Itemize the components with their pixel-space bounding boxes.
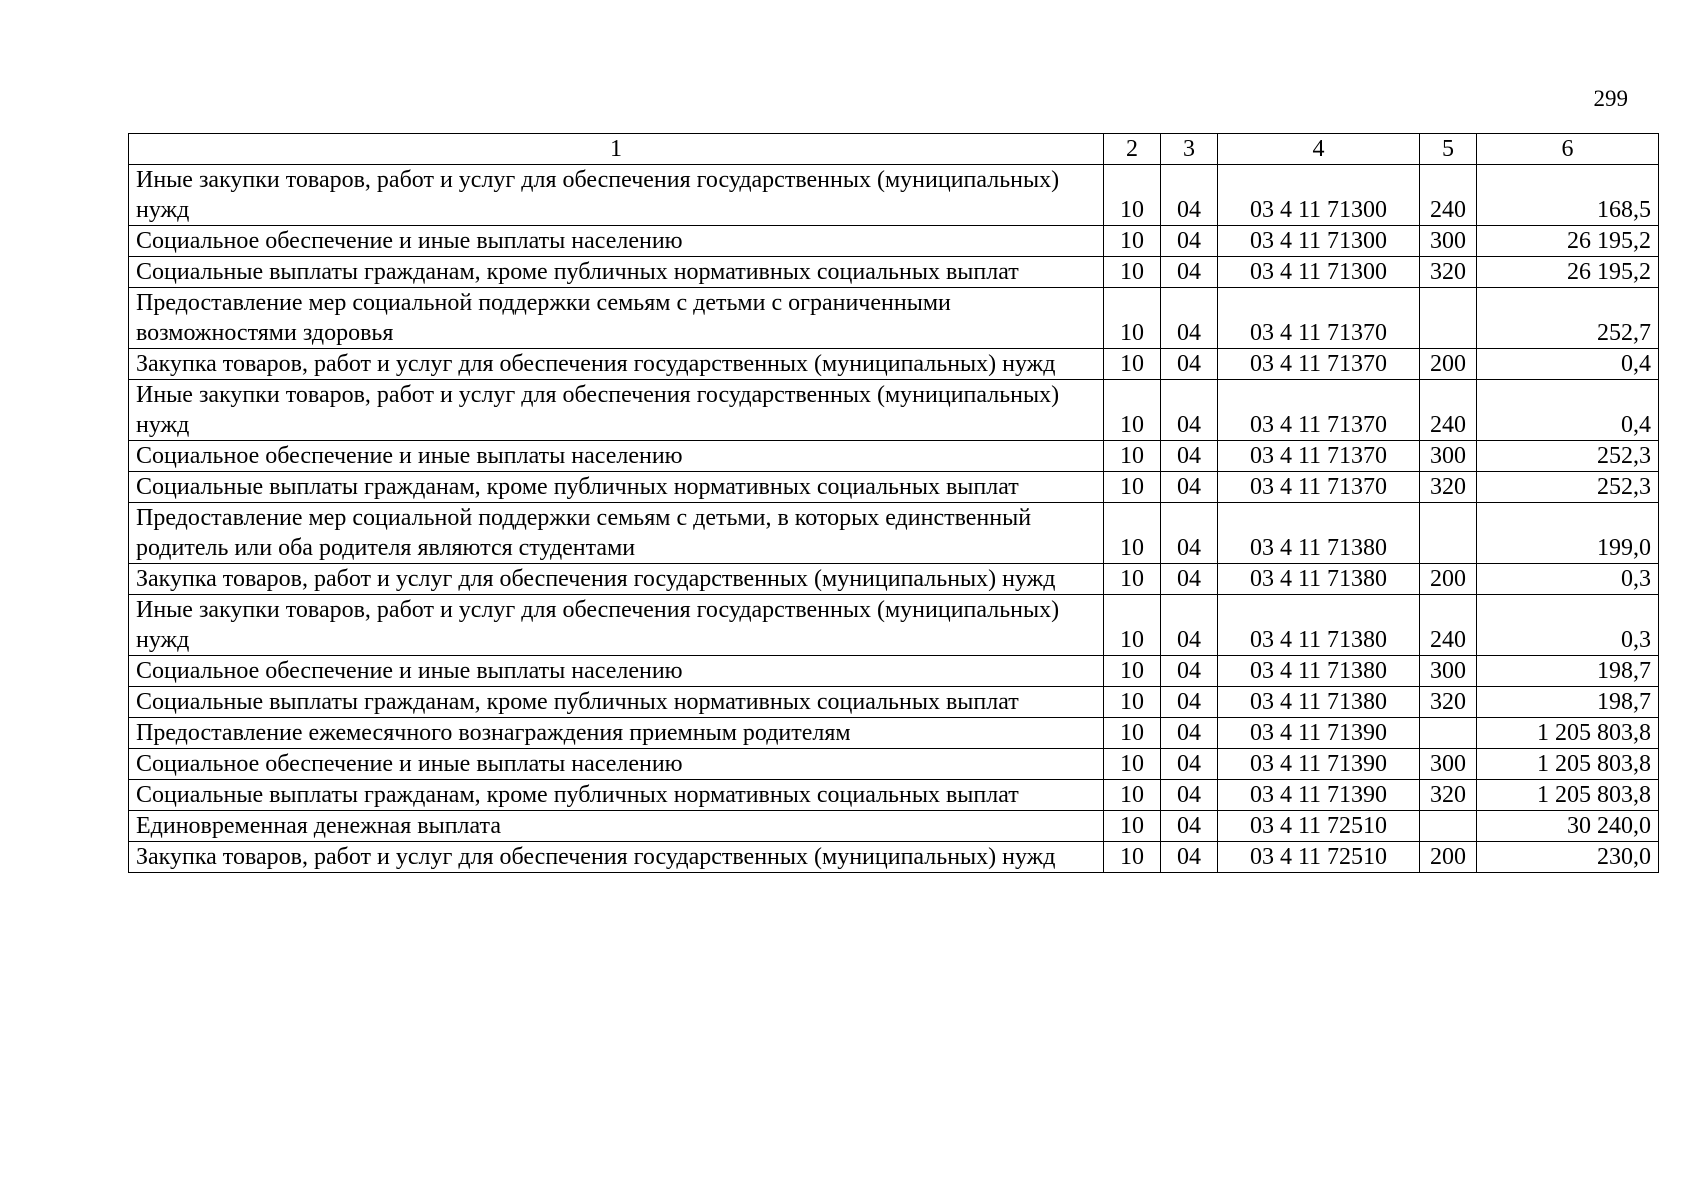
budget-table [128,133,1659,873]
row-subsection-cell: 04 [1161,718,1218,749]
row-name-cell: Иные закупки товаров, работ и услуг для обеспечения государственных (муниципальных) нужд [129,380,1104,441]
header-cell-col3: 3 [1161,134,1218,165]
row-subsection-cell: 04 [1161,749,1218,780]
row-name-cell: Закупка товаров, работ и услуг для обеспечения государственных (муниципальных) нужд [129,564,1104,595]
row-name-cell: Предоставление ежемесячного вознаграждения приемным родителям [129,718,1104,749]
row-name-cell: Социальные выплаты гражданам, кроме публичных нормативных социальных выплат [129,257,1104,288]
row-expense-type-cell: 200 [1420,842,1477,873]
page-number: 299 [1593,86,1628,111]
row-name-cell: Социальное обеспечение и иные выплаты населению [129,441,1104,472]
row-amount-cell: 198,7 [1477,687,1659,718]
header-row [129,134,1659,165]
row-target-article-cell: 03 4 11 71300 [1218,257,1420,288]
table-row [129,749,1659,780]
table-row [129,656,1659,687]
row-amount-cell: 30 240,0 [1477,811,1659,842]
row-section-cell: 10 [1104,380,1161,441]
table-row [129,564,1659,595]
row-expense-type-cell: 200 [1420,349,1477,380]
row-amount-cell: 0,3 [1477,564,1659,595]
table-row [129,503,1659,564]
row-name-cell: Социальное обеспечение и иные выплаты населению [129,226,1104,257]
row-name-cell: Иные закупки товаров, работ и услуг для обеспечения государственных (муниципальных) нужд [129,165,1104,226]
row-expense-type-cell: 300 [1420,656,1477,687]
table-row [129,441,1659,472]
row-expense-type-cell: 240 [1420,165,1477,226]
row-target-article-cell: 03 4 11 71370 [1218,349,1420,380]
row-target-article-cell: 03 4 11 71380 [1218,595,1420,656]
row-section-cell: 10 [1104,441,1161,472]
table-row [129,780,1659,811]
row-amount-cell: 198,7 [1477,656,1659,687]
row-target-article-cell: 03 4 11 71370 [1218,472,1420,503]
row-expense-type-cell [1420,718,1477,749]
row-section-cell: 10 [1104,595,1161,656]
row-amount-cell: 0,4 [1477,349,1659,380]
row-amount-cell: 230,0 [1477,842,1659,873]
row-amount-cell: 199,0 [1477,503,1659,564]
row-expense-type-cell: 320 [1420,687,1477,718]
row-expense-type-cell: 240 [1420,595,1477,656]
row-target-article-cell: 03 4 11 71380 [1218,656,1420,687]
table-row [129,288,1659,349]
row-target-article-cell: 03 4 11 71300 [1218,165,1420,226]
table-row [129,226,1659,257]
row-subsection-cell: 04 [1161,842,1218,873]
row-target-article-cell: 03 4 11 71390 [1218,780,1420,811]
row-section-cell: 10 [1104,842,1161,873]
row-name-cell: Иные закупки товаров, работ и услуг для обеспечения государственных (муниципальных) нужд [129,595,1104,656]
row-expense-type-cell: 320 [1420,780,1477,811]
row-section-cell: 10 [1104,749,1161,780]
row-section-cell: 10 [1104,503,1161,564]
row-expense-type-cell: 300 [1420,749,1477,780]
row-name-cell: Социальное обеспечение и иные выплаты населению [129,749,1104,780]
row-subsection-cell: 04 [1161,687,1218,718]
row-target-article-cell: 03 4 11 71370 [1218,380,1420,441]
table-row [129,165,1659,226]
table-row [129,472,1659,503]
row-target-article-cell: 03 4 11 72510 [1218,842,1420,873]
row-name-cell: Социальное обеспечение и иные выплаты населению [129,656,1104,687]
row-expense-type-cell: 200 [1420,564,1477,595]
row-target-article-cell: 03 4 11 71370 [1218,288,1420,349]
row-section-cell: 10 [1104,687,1161,718]
row-name-cell: Единовременная денежная выплата [129,811,1104,842]
row-subsection-cell: 04 [1161,503,1218,564]
row-name-cell: Предоставление мер социальной поддержки семьям с детьми, в которых единственный родитель или оба родителя являются студентами [129,503,1104,564]
row-expense-type-cell: 300 [1420,441,1477,472]
row-subsection-cell: 04 [1161,595,1218,656]
header-cell-col1: 1 [129,134,1104,165]
table-row [129,718,1659,749]
row-section-cell: 10 [1104,349,1161,380]
row-section-cell: 10 [1104,226,1161,257]
row-expense-type-cell: 320 [1420,472,1477,503]
row-section-cell: 10 [1104,257,1161,288]
row-name-cell: Социальные выплаты гражданам, кроме публичных нормативных социальных выплат [129,780,1104,811]
row-name-cell: Закупка товаров, работ и услуг для обеспечения государственных (муниципальных) нужд [129,842,1104,873]
header-cell-col4: 4 [1218,134,1420,165]
table-header [129,134,1659,165]
row-target-article-cell: 03 4 11 71300 [1218,226,1420,257]
row-amount-cell: 26 195,2 [1477,226,1659,257]
row-name-cell: Социальные выплаты гражданам, кроме публичных нормативных социальных выплат [129,472,1104,503]
row-name-cell: Социальные выплаты гражданам, кроме публичных нормативных социальных выплат [129,687,1104,718]
row-amount-cell: 0,4 [1477,380,1659,441]
row-section-cell: 10 [1104,811,1161,842]
row-expense-type-cell: 240 [1420,380,1477,441]
row-amount-cell: 1 205 803,8 [1477,749,1659,780]
table-row [129,257,1659,288]
row-subsection-cell: 04 [1161,349,1218,380]
row-expense-type-cell [1420,811,1477,842]
row-section-cell: 10 [1104,656,1161,687]
row-expense-type-cell: 300 [1420,226,1477,257]
row-section-cell: 10 [1104,288,1161,349]
row-section-cell: 10 [1104,564,1161,595]
row-expense-type-cell: 320 [1420,257,1477,288]
row-name-cell: Предоставление мер социальной поддержки семьям с детьми с ограниченными возможностями здоровья [129,288,1104,349]
row-subsection-cell: 04 [1161,165,1218,226]
row-subsection-cell: 04 [1161,380,1218,441]
row-subsection-cell: 04 [1161,288,1218,349]
row-amount-cell: 252,3 [1477,441,1659,472]
row-target-article-cell: 03 4 11 72510 [1218,811,1420,842]
row-amount-cell: 1 205 803,8 [1477,780,1659,811]
table-row [129,842,1659,873]
table-row [129,380,1659,441]
row-subsection-cell: 04 [1161,811,1218,842]
table-row [129,687,1659,718]
row-subsection-cell: 04 [1161,441,1218,472]
row-amount-cell: 168,5 [1477,165,1659,226]
table-row [129,595,1659,656]
header-cell-col2: 2 [1104,134,1161,165]
row-name-cell: Закупка товаров, работ и услуг для обеспечения государственных (муниципальных) нужд [129,349,1104,380]
row-subsection-cell: 04 [1161,226,1218,257]
row-target-article-cell: 03 4 11 71390 [1218,749,1420,780]
row-amount-cell: 252,3 [1477,472,1659,503]
row-expense-type-cell [1420,288,1477,349]
row-amount-cell: 1 205 803,8 [1477,718,1659,749]
row-section-cell: 10 [1104,718,1161,749]
row-subsection-cell: 04 [1161,656,1218,687]
row-amount-cell: 0,3 [1477,595,1659,656]
table-row [129,349,1659,380]
row-amount-cell: 252,7 [1477,288,1659,349]
row-section-cell: 10 [1104,165,1161,226]
row-subsection-cell: 04 [1161,780,1218,811]
row-target-article-cell: 03 4 11 71370 [1218,441,1420,472]
row-amount-cell: 26 195,2 [1477,257,1659,288]
row-subsection-cell: 04 [1161,472,1218,503]
table-body [129,165,1659,873]
header-cell-col6: 6 [1477,134,1659,165]
header-cell-col5: 5 [1420,134,1477,165]
row-section-cell: 10 [1104,472,1161,503]
row-expense-type-cell [1420,503,1477,564]
table-row [129,811,1659,842]
row-section-cell: 10 [1104,780,1161,811]
row-target-article-cell: 03 4 11 71390 [1218,718,1420,749]
row-subsection-cell: 04 [1161,257,1218,288]
row-target-article-cell: 03 4 11 71380 [1218,687,1420,718]
row-subsection-cell: 04 [1161,564,1218,595]
row-target-article-cell: 03 4 11 71380 [1218,503,1420,564]
row-target-article-cell: 03 4 11 71380 [1218,564,1420,595]
